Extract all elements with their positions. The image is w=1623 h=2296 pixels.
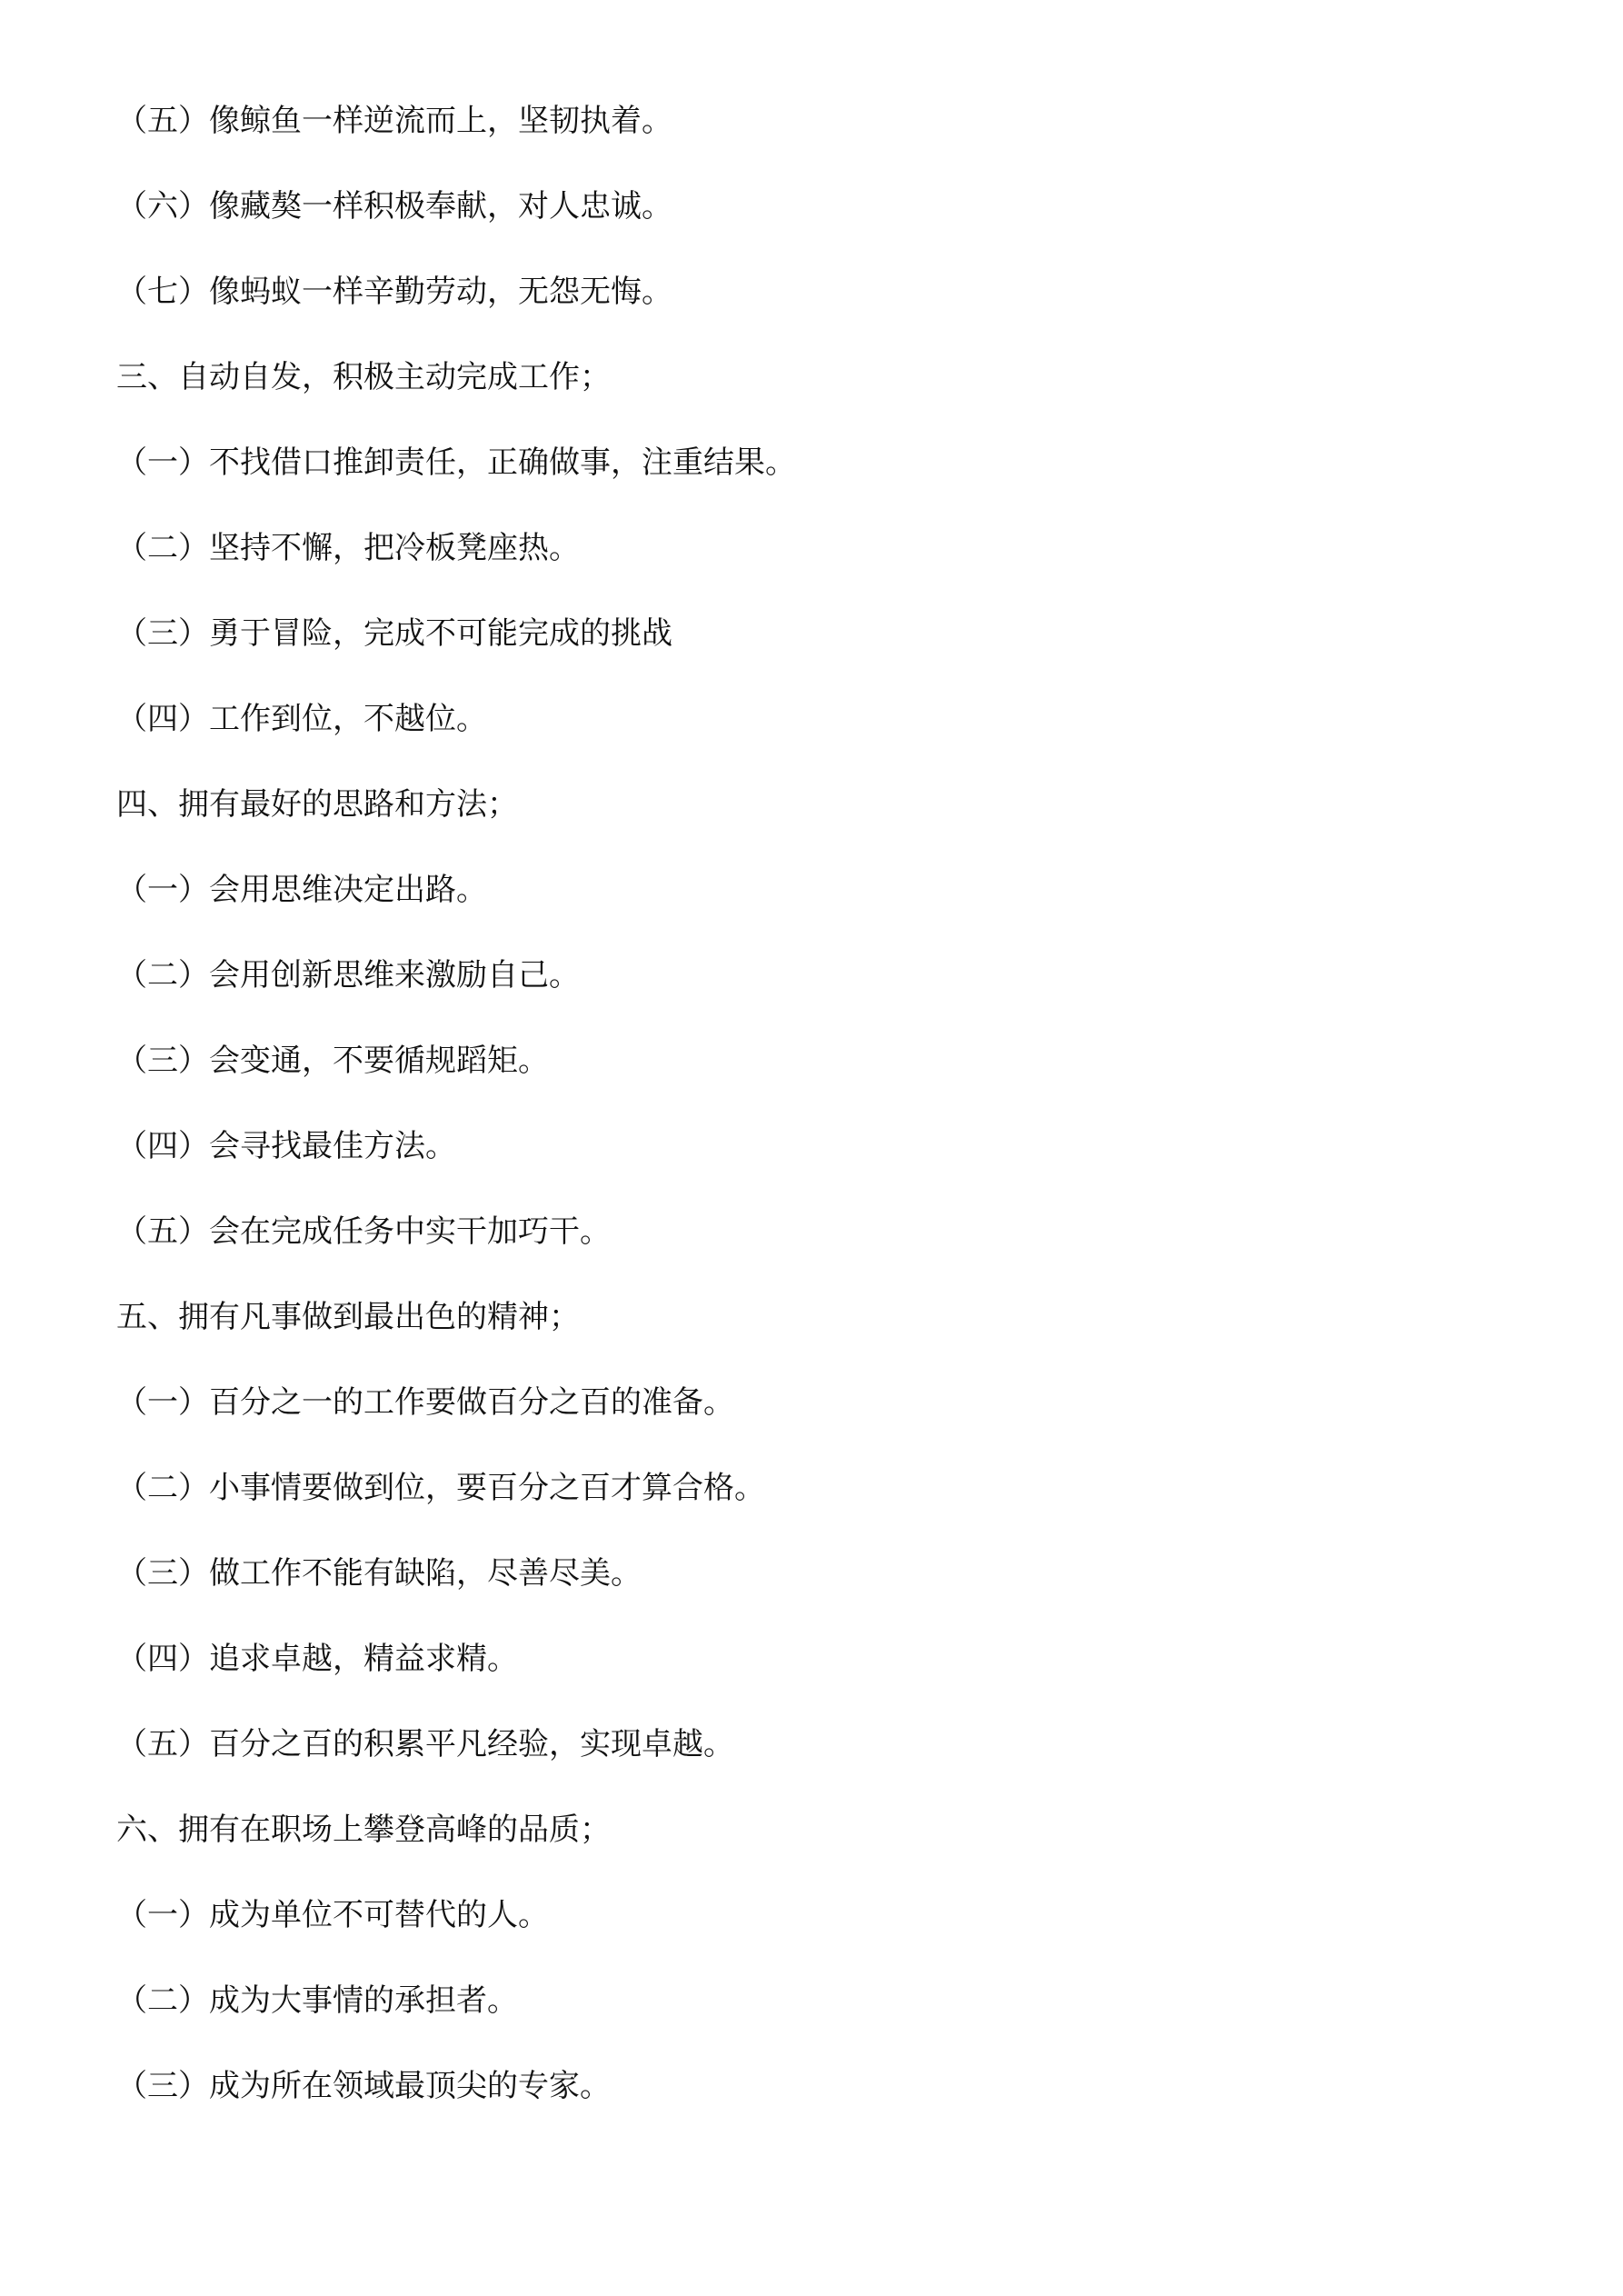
list-item: （一）成为单位不可替代的人。 <box>116 1897 549 1933</box>
list-item: （一）不找借口推卸责任，正确做事，注重结果。 <box>116 444 796 481</box>
list-item: （五）百分之百的积累平凡经验，实现卓越。 <box>116 1726 734 1762</box>
list-item: （五）像鲸鱼一样逆流而上，坚韧执着。 <box>116 103 672 139</box>
list-item: （三）做工作不能有缺陷，尽善尽美。 <box>116 1555 642 1592</box>
list-item: （四）工作到位，不越位。 <box>116 701 487 737</box>
section-heading: 四、拥有最好的思路和方法； <box>116 786 518 823</box>
list-item: （一）会用思维决定出路。 <box>116 872 487 908</box>
section-heading: 五、拥有凡事做到最出色的精神； <box>116 1299 580 1335</box>
list-item: （三）成为所在领域最顶尖的专家。 <box>116 2068 611 2104</box>
list-item: （四）追求卓越，精益求精。 <box>116 1641 518 1677</box>
section-heading: 三、自动自发，积极主动完成工作； <box>116 359 611 395</box>
list-item: （四）会寻找最佳方法。 <box>116 1128 456 1164</box>
list-item: （一）百分之一的工作要做百分之百的准备。 <box>116 1384 734 1421</box>
list-item: （二）会用创新思维来激励自己。 <box>116 957 580 993</box>
list-item: （二）坚持不懈，把冷板凳座热。 <box>116 530 580 566</box>
list-item: （三）会变通，不要循规蹈矩。 <box>116 1043 549 1079</box>
list-item: （七）像蚂蚁一样辛勤劳动，无怨无悔。 <box>116 274 672 310</box>
list-item: （二）小事情要做到位，要百分之百才算合格。 <box>116 1470 765 1506</box>
list-item: （三）勇于冒险，完成不可能完成的挑战 <box>116 615 672 652</box>
list-item: （二）成为大事情的承担者。 <box>116 1982 518 2019</box>
section-heading: 六、拥有在职场上攀登高峰的品质； <box>116 1812 611 1848</box>
list-item: （五）会在完成任务中实干加巧干。 <box>116 1213 611 1250</box>
list-item: （六）像藏獒一样积极奉献，对人忠诚。 <box>116 188 672 225</box>
